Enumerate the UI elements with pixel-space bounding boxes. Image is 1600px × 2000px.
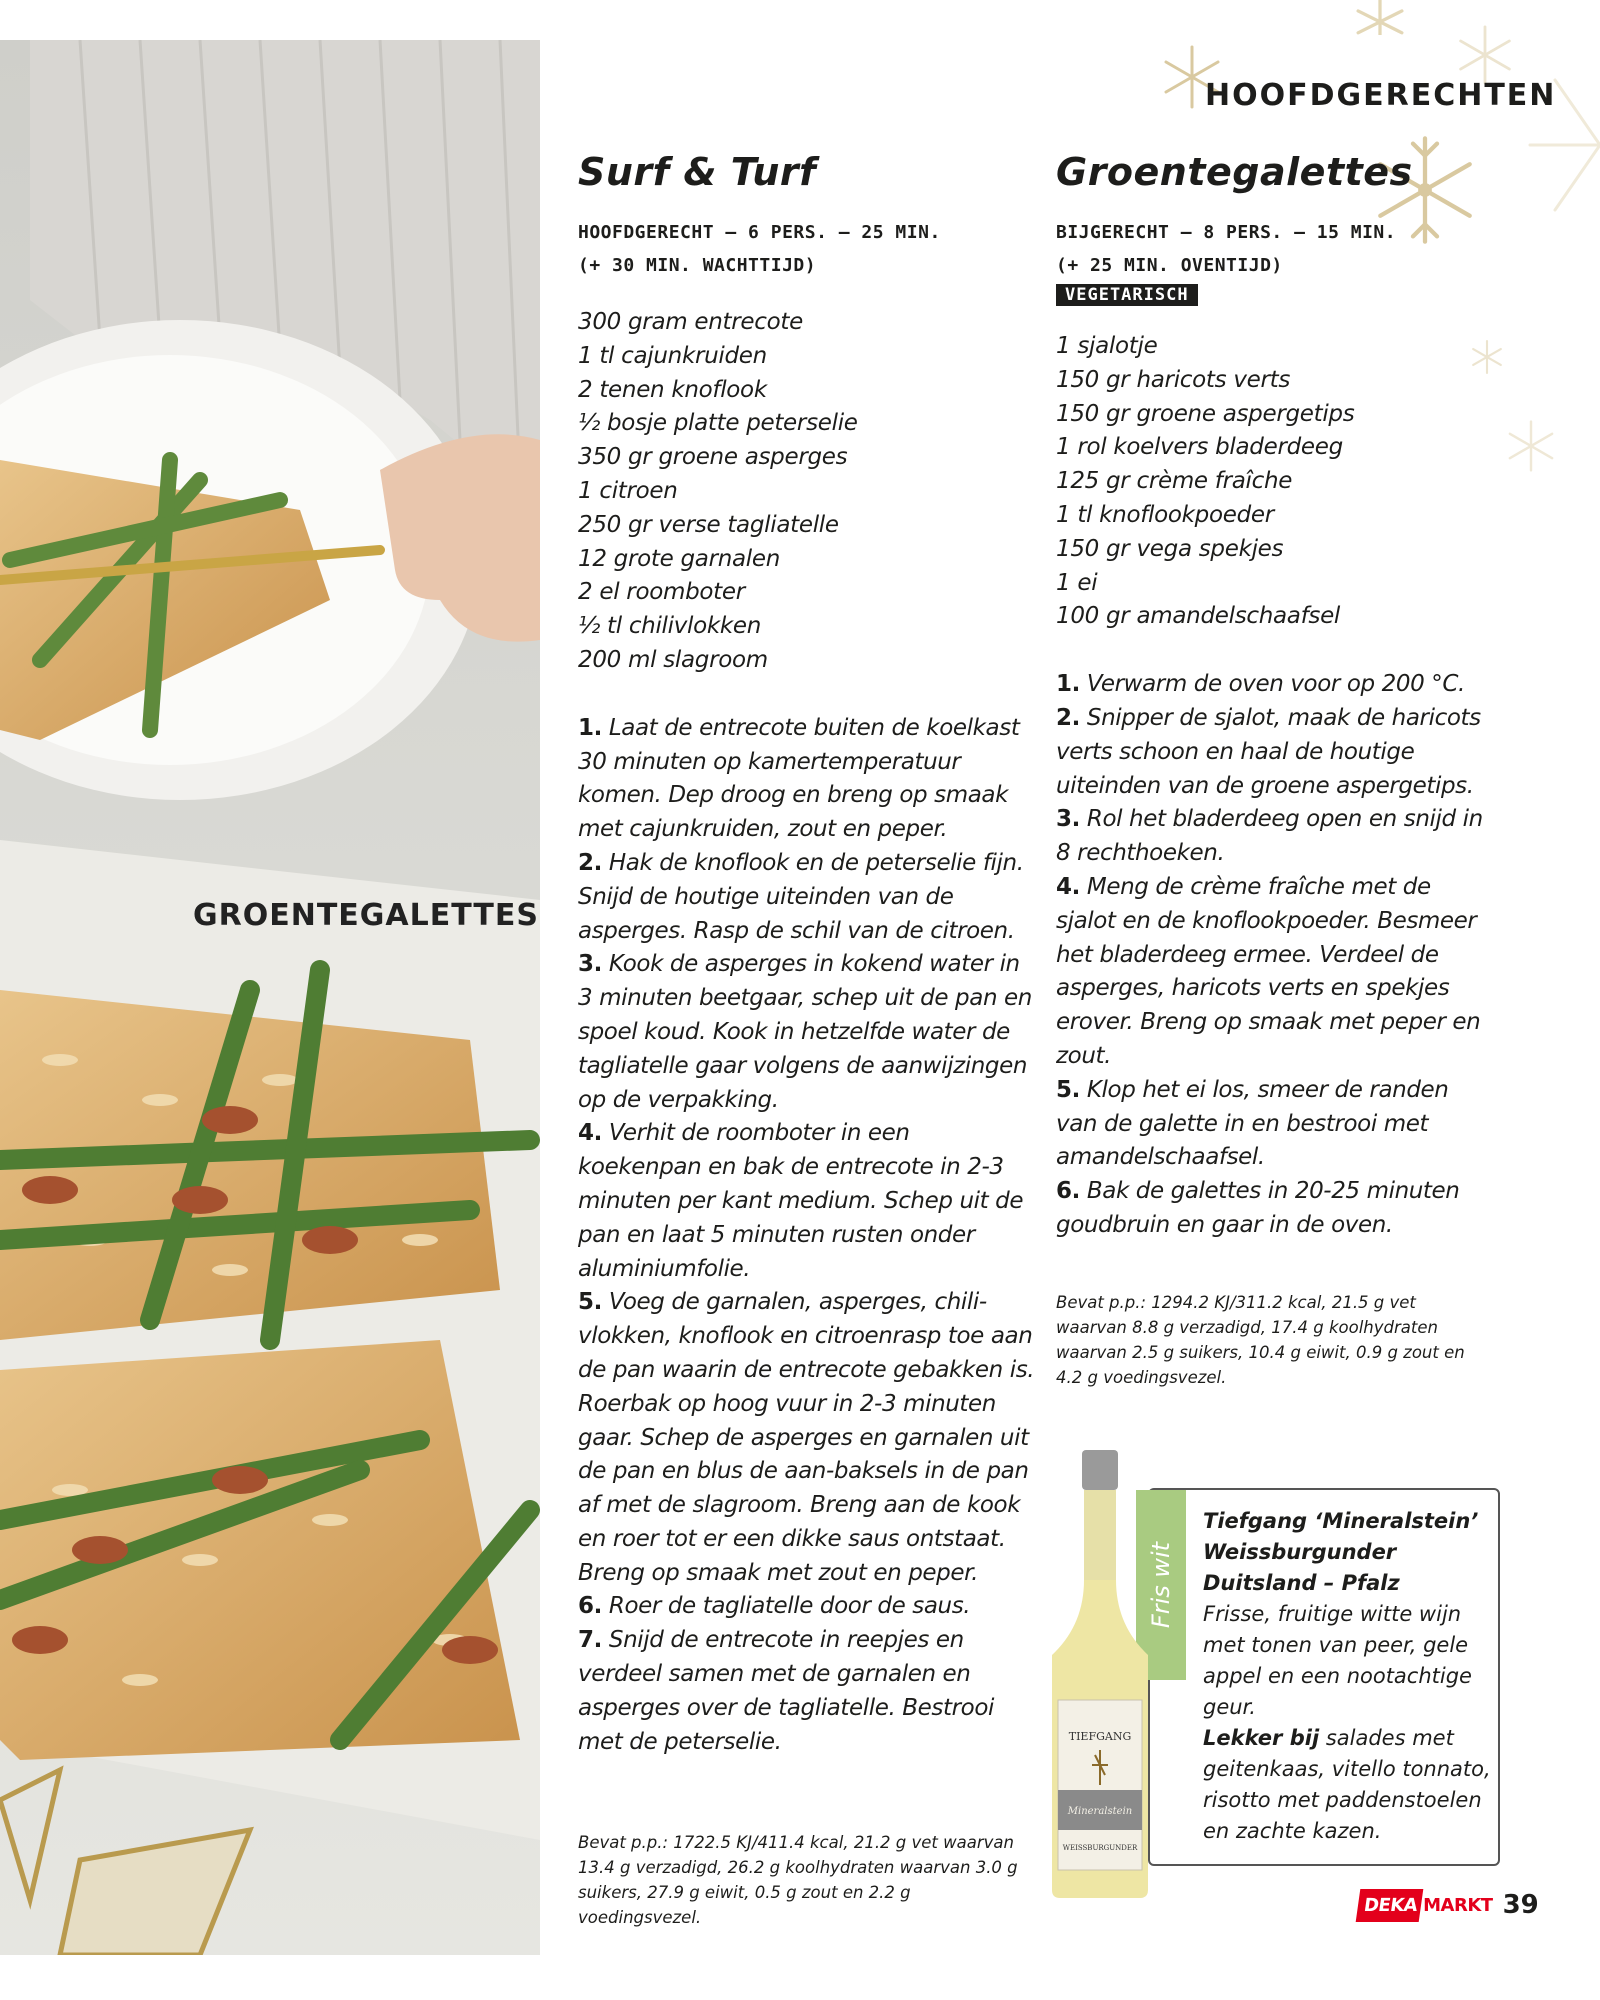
step-text: Kook de asperges in kokend water in 3 minuten beetgaar, schep uit de pan en spoel koud. Kook in hetzelfde water de tagliatelle gaar volgens de aanwijzingen op de verpakking. xyxy=(578,951,1032,1113)
page-number: 39 xyxy=(1502,1890,1539,1920)
food-photo xyxy=(0,40,540,1955)
photo-caption: GROENTEGALETTES xyxy=(193,898,539,933)
wine-pairing xyxy=(1203,1723,1493,1847)
step-text: Voeg de garnalen, asperges, chili-vlokken, knoflook en citroenrasp toe aan de pan waarin de entrecote gebakken is. Roerbak op hoog vuur in 2-3 minuten gaar. Schep de asperges en garnalen uit de pan en blus de aan-baksels in de pan af met de slagroom. Breng aan de kook en roer tot er een dikke saus ontstaat. Breng op smaak met zout en peper. xyxy=(578,1289,1035,1586)
ingredient-item: 12 grote garnalen xyxy=(578,545,781,572)
recipe-title: Groentegalettes xyxy=(1056,150,1413,194)
ingredient-item: 1 rol koelvers bladerdeeg xyxy=(1056,434,1343,461)
bottle-variety-text: WEISSBURGUNDER xyxy=(1062,1844,1138,1852)
step-text: Snijd de entrecote in reepjes en verdeel samen met de garnalen en asperges over de tagliatelle. Bestrooi met de peterselie. xyxy=(578,1627,995,1755)
ingredient-item: 125 gr crème fraîche xyxy=(1056,468,1293,495)
step-item xyxy=(1056,871,1496,1074)
logo-part-deka: DEKA xyxy=(1356,1889,1424,1922)
step-number: 3. xyxy=(1056,806,1080,833)
step-list xyxy=(578,712,1038,1760)
nutrition-info: Bevat p.p.: 1722.5 KJ/411.4 kcal, 21.2 g vet waarvan 13.4 g verzadigd, 26.2 g koolhydraten waarvan 3.0 g suikers, 27.9 g eiwit, 0.5 g zout en 2.2 g voedingsvezel. xyxy=(578,1833,1018,1927)
wine-details xyxy=(1203,1506,1493,1847)
ingredient-item: 1 ei xyxy=(1056,569,1098,596)
page-footer xyxy=(1358,1883,1539,1927)
snowflake-icon xyxy=(1505,420,1557,472)
snowflake-icon xyxy=(1345,0,1415,35)
galettes-illustration xyxy=(0,40,540,1955)
wine-type-label: Fris wit xyxy=(1147,1541,1175,1629)
snowflake-icon xyxy=(1455,25,1515,85)
wine-variety: Weissburgunder xyxy=(1203,1540,1397,1564)
step-text: Klop het ei los, smeer de randen van de galette in en bestrooi met amandelschaafsel. xyxy=(1056,1076,1449,1171)
wine-origin: Duitsland – Pfalz xyxy=(1203,1571,1400,1595)
wine-bottle-image xyxy=(1040,1450,1160,1900)
step-item xyxy=(578,1624,1038,1759)
ingredient-item: 2 el roomboter xyxy=(578,579,745,606)
bottle-brand-text: TIEFGANG xyxy=(1068,1730,1132,1743)
step-text: Verhit de roomboter in een koekenpan en bak de entrecote in 2-3 minuten per kant medium. Schep uit de pan en laat 5 minuten rusten onder aluminiumfolie. xyxy=(578,1120,1024,1282)
step-item xyxy=(578,948,1038,1117)
ingredient-item: 200 ml slagroom xyxy=(578,646,768,673)
wine-name: Tiefgang ‘Mineralstein’ xyxy=(1203,1509,1479,1533)
step-number: 2. xyxy=(1056,704,1080,731)
step-text: Roer de tagliatelle door de saus. xyxy=(608,1593,971,1620)
bottle-name-text: Mineralstein xyxy=(1067,1806,1133,1817)
wine-pairing-text: salades met geitenkaas, vitello tonnato, risotto met paddenstoelen en zachte kazen. xyxy=(1203,1726,1491,1843)
ingredient-item: 1 tl knoflookpoeder xyxy=(1056,501,1274,528)
step-number: 5. xyxy=(1056,1076,1080,1103)
step-number: 3. xyxy=(578,951,602,978)
vegetarian-badge: VEGETARISCH xyxy=(1056,284,1198,306)
ingredient-item: 2 tenen knoflook xyxy=(578,376,767,403)
step-item xyxy=(578,712,1038,847)
step-item xyxy=(578,1286,1038,1590)
step-number: 6. xyxy=(578,1593,602,1620)
step-list xyxy=(1056,668,1496,1243)
ingredient-item: 1 citroen xyxy=(578,477,678,504)
step-text: Verwarm de oven voor op 200 °C. xyxy=(1086,671,1465,698)
ingredient-item: 1 tl cajunkruiden xyxy=(578,342,767,369)
step-item xyxy=(578,1590,1038,1624)
step-item xyxy=(1056,1175,1496,1243)
step-text: Snipper de sjalot, maak de haricots verts schoon en haal de houtige uiteinden van de groene aspergetips. xyxy=(1056,704,1481,799)
ingredient-item: 350 gr groene asperges xyxy=(578,444,848,471)
ingredient-item: 150 gr groene aspergetips xyxy=(1056,400,1355,427)
step-number: 1. xyxy=(1056,671,1080,698)
step-number: 4. xyxy=(1056,873,1080,900)
wine-description: Frisse, fruitige witte wijn met tonen van peer, gele appel en een nootachtige geur. xyxy=(1203,1602,1472,1719)
recipe-meta-extra: (+ 25 MIN. OVENTIJD) xyxy=(1056,255,1283,276)
recipe-title: Surf & Turf xyxy=(578,150,817,194)
ingredient-item: 150 gr haricots verts xyxy=(1056,366,1291,393)
dekamarkt-logo xyxy=(1358,1889,1493,1922)
step-text: Hak de knoflook en de peterselie fijn. Snijd de houtige uiteinden van de asperges. Rasp de schil van de citroen. xyxy=(578,849,1024,944)
step-number: 5. xyxy=(578,1289,602,1316)
step-item xyxy=(1056,1074,1496,1175)
recipe-surf-turf xyxy=(578,150,1038,1759)
step-item xyxy=(1056,668,1496,702)
section-title: HOOFDGERECHTEN xyxy=(1205,78,1557,113)
step-number: 2. xyxy=(578,849,602,876)
recipe-meta-extra: (+ 30 MIN. WACHTTIJD) xyxy=(578,255,817,276)
recipe-meta: HOOFDGERECHT – 6 PERS. – 25 MIN. xyxy=(578,222,941,243)
ingredient-item: 100 gr amandelschaafsel xyxy=(1056,603,1341,630)
step-number: 6. xyxy=(1056,1178,1080,1205)
ingredient-item: 150 gr vega spekjes xyxy=(1056,535,1284,562)
step-text: Laat de entrecote buiten de koelkast 30 minuten op kamertemperatuur komen. Dep droog en breng op smaak met cajunkruiden, zout en peper. xyxy=(578,714,1020,843)
wine-pairing-label: Lekker bij xyxy=(1203,1726,1320,1750)
step-number: 4. xyxy=(578,1120,602,1147)
ingredient-item: ½ tl chilivlokken xyxy=(578,613,762,640)
step-item xyxy=(1056,702,1496,803)
step-item xyxy=(1056,803,1496,871)
step-item xyxy=(578,1117,1038,1286)
step-number: 7. xyxy=(578,1627,602,1654)
step-item xyxy=(578,847,1038,948)
nutrition-info: Bevat p.p.: 1294.2 KJ/311.2 kcal, 21.5 g vet waarvan 8.8 g verzadigd, 17.4 g koolhydraten waarvan 2.5 g suikers, 10.4 g eiwit, 0.9 g zout en 4.2 g voedingsvezel. xyxy=(1056,1293,1465,1387)
step-text: Rol het bladerdeeg open en snijd in 8 rechthoeken. xyxy=(1056,806,1483,867)
step-number: 1. xyxy=(578,714,602,741)
ingredient-list xyxy=(578,306,1038,678)
ingredient-list xyxy=(1056,330,1496,634)
recipe-meta: BIJGERECHT – 8 PERS. – 15 MIN. xyxy=(1056,222,1397,243)
step-text: Bak de galettes in 20-25 minuten goudbruin en gaar in de oven. xyxy=(1056,1178,1460,1238)
ingredient-item: 300 gram entrecote xyxy=(578,309,803,335)
logo-part-markt: MARKT xyxy=(1423,1894,1493,1916)
ingredient-item: 1 sjalotje xyxy=(1056,333,1158,359)
ingredient-item: 250 gr verse tagliatelle xyxy=(578,511,839,538)
step-text: Meng de crème fraîche met de sjalot en de knoflookpoeder. Besmeer het bladerdeeg ermee. Verdeel de asperges, haricots verts en spekjes erover. Breng op smaak met peper en zout. xyxy=(1056,873,1481,1069)
recipe-groentegalettes xyxy=(1056,150,1496,1243)
ingredient-item: ½ bosje platte peterselie xyxy=(578,410,858,437)
